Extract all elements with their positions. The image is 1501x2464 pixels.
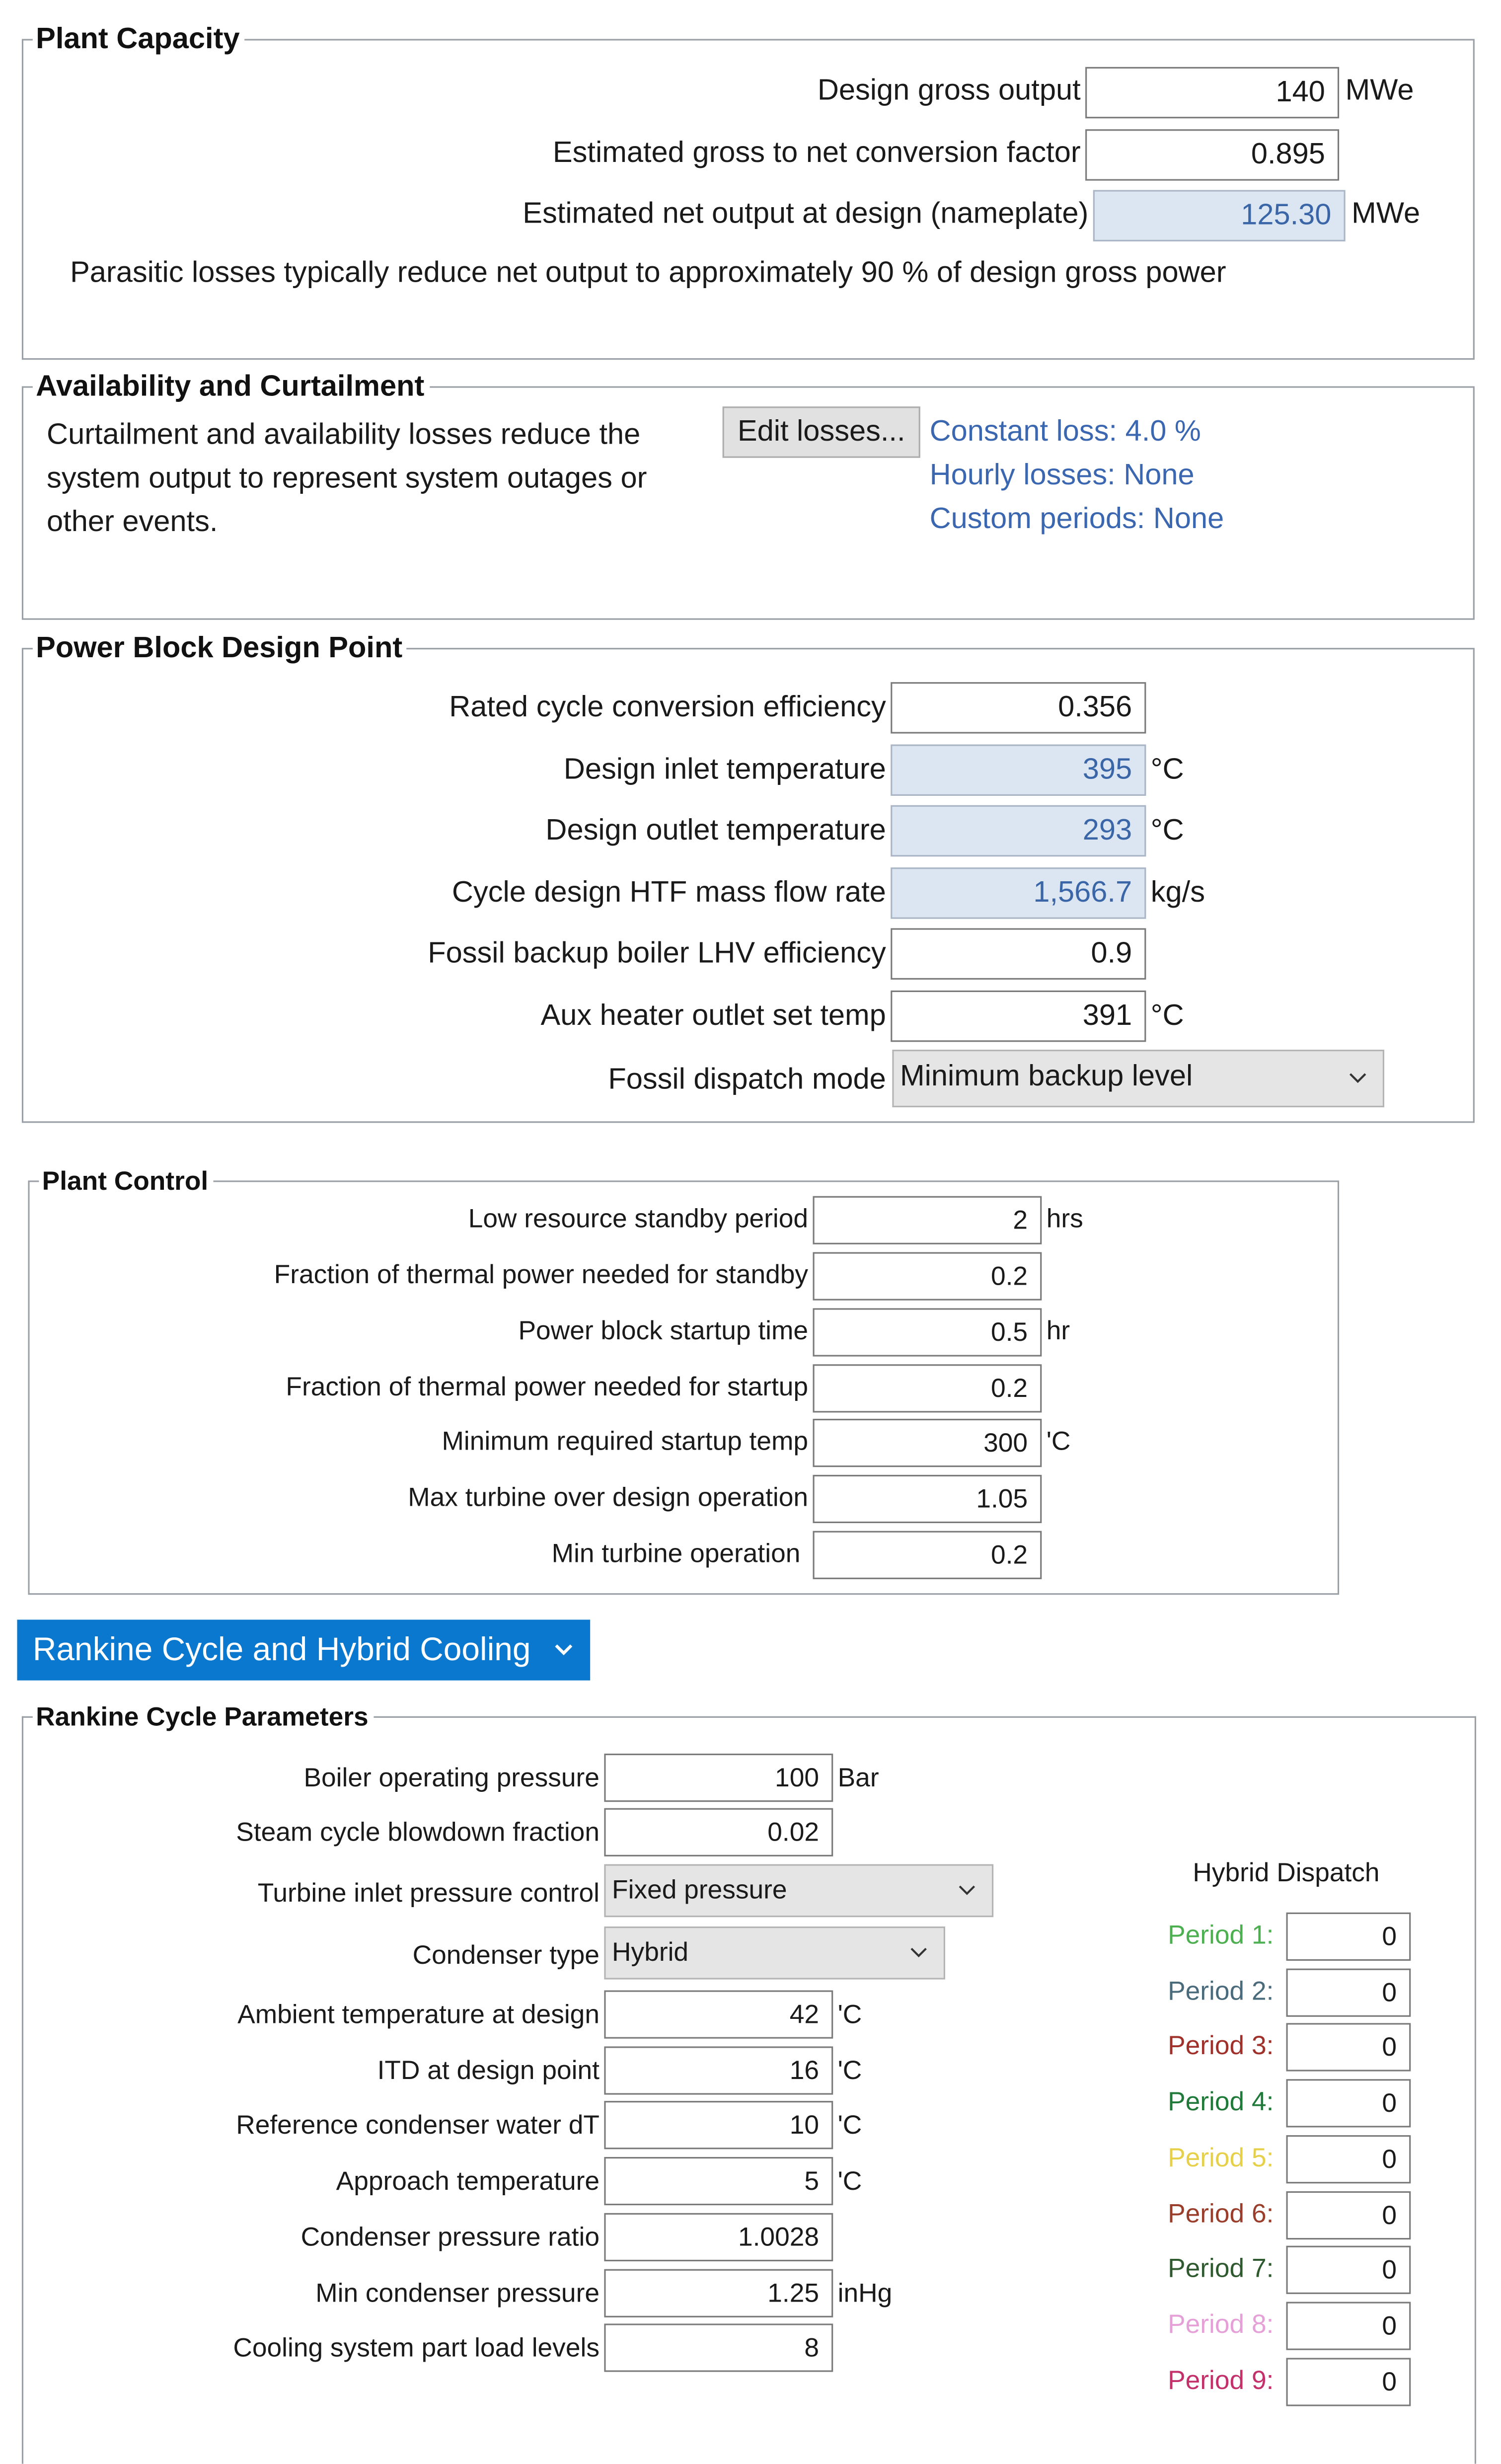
boiler-pressure-label: Boiler operating pressure xyxy=(303,1763,600,1793)
period-6-label: Period 6: xyxy=(1168,2199,1274,2229)
approach-temp-label: Approach temperature xyxy=(336,2166,600,2196)
fossil-efficiency-label: Fossil backup boiler LHV efficiency xyxy=(428,937,886,971)
chevron-down-icon xyxy=(553,1619,575,1680)
chevron-down-icon xyxy=(958,1866,976,1916)
itd-unit: 'C xyxy=(837,2056,862,2085)
period-9-input[interactable]: 0 xyxy=(1286,2358,1411,2406)
outlet-temp-label: Design outlet temperature xyxy=(545,814,886,847)
max-turbine-label: Max turbine over design operation xyxy=(408,1482,809,1513)
chevron-down-icon xyxy=(909,1928,928,1978)
min-condenser-pressure-input[interactable]: 1.25 xyxy=(604,2269,833,2317)
aux-heater-temp-unit: °C xyxy=(1150,1000,1184,1033)
fossil-dispatch-label: Fossil dispatch mode xyxy=(608,1064,886,1097)
period-7-label: Period 7: xyxy=(1168,2253,1274,2283)
ambient-temp-unit: 'C xyxy=(837,2000,862,2029)
aux-heater-temp-label: Aux heater outlet set temp xyxy=(540,1000,886,1033)
hourly-losses-link[interactable]: Hourly losses: None xyxy=(929,459,1195,492)
condenser-dt-unit: 'C xyxy=(837,2110,862,2140)
min-turbine-label: Min turbine operation xyxy=(551,1539,801,1568)
gross-to-net-label: Estimated gross to net conversion factor xyxy=(552,137,1081,170)
rankine-title: Rankine Cycle Parameters xyxy=(33,1702,373,1734)
period-8-label: Period 8: xyxy=(1168,2310,1274,2339)
chevron-down-icon xyxy=(1349,1051,1367,1106)
min-condenser-pressure-unit: inHg xyxy=(837,2278,893,2309)
outlet-temp-unit: °C xyxy=(1150,814,1184,847)
period-3-label: Period 3: xyxy=(1168,2031,1274,2061)
standby-fraction-label: Fraction of thermal power needed for standby xyxy=(274,1260,809,1290)
period-3-input[interactable]: 0 xyxy=(1286,2023,1411,2071)
inlet-temp-value: 395 xyxy=(891,745,1146,796)
rankine-section-toggle[interactable] xyxy=(17,1619,590,1680)
turbine-pressure-control-selected: Fixed pressure xyxy=(612,1875,787,1905)
constant-loss-link[interactable]: Constant loss: 4.0 % xyxy=(929,416,1201,449)
boiler-pressure-unit: Bar xyxy=(837,1763,879,1793)
aux-heater-temp-input[interactable]: 391 xyxy=(891,991,1146,1042)
itd-label: ITD at design point xyxy=(377,2056,600,2085)
startup-fraction-input[interactable]: 0.2 xyxy=(813,1364,1042,1412)
turbine-pressure-control-label: Turbine inlet pressure control xyxy=(257,1878,600,1908)
power-block-title: Power Block Design Point xyxy=(33,632,407,667)
availability-title: Availability and Curtailment xyxy=(33,371,429,405)
htf-mass-flow-unit: kg/s xyxy=(1150,877,1205,910)
standby-period-label: Low resource standby period xyxy=(468,1204,809,1233)
period-1-label: Period 1: xyxy=(1168,1920,1274,1950)
startup-time-unit: hr xyxy=(1046,1316,1070,1346)
startup-time-input[interactable]: 0.5 xyxy=(813,1308,1042,1356)
itd-input[interactable]: 16 xyxy=(604,2046,833,2094)
startup-fraction-label: Fraction of thermal power needed for startup xyxy=(286,1372,809,1402)
blowdown-label: Steam cycle blowdown fraction xyxy=(236,1817,600,1848)
condenser-dt-input[interactable]: 10 xyxy=(604,2101,833,2149)
min-turbine-input[interactable]: 0.2 xyxy=(813,1531,1042,1579)
outlet-temp-value: 293 xyxy=(891,805,1146,856)
startup-time-label: Power block startup time xyxy=(518,1316,809,1346)
net-output-value: 125.30 xyxy=(1093,190,1346,241)
parasitic-losses-note: Parasitic losses typically reduce net output to approximately 90 % of design gross power xyxy=(70,257,1226,290)
approach-temp-unit: 'C xyxy=(837,2166,862,2196)
condenser-type-label: Condenser type xyxy=(412,1940,600,1970)
fossil-efficiency-input[interactable]: 0.9 xyxy=(891,928,1146,979)
fossil-dispatch-selected: Minimum backup level xyxy=(900,1060,1193,1093)
period-5-label: Period 5: xyxy=(1168,2143,1274,2173)
fossil-dispatch-select[interactable] xyxy=(892,1050,1384,1107)
min-condenser-pressure-label: Min condenser pressure xyxy=(315,2278,600,2309)
condenser-type-selected: Hybrid xyxy=(612,1937,689,1967)
period-2-label: Period 2: xyxy=(1168,1976,1274,2006)
htf-mass-flow-value: 1,566.7 xyxy=(891,867,1146,919)
plant-control-title: Plant Control xyxy=(39,1166,213,1198)
availability-description: Curtailment and availability losses reduce the system output to represent system outages or other events. xyxy=(47,419,647,539)
design-gross-output-label: Design gross output xyxy=(817,75,1081,108)
part-load-levels-label: Cooling system part load levels xyxy=(233,2333,600,2363)
period-6-input[interactable]: 0 xyxy=(1286,2191,1411,2239)
inlet-temp-unit: °C xyxy=(1150,754,1184,787)
design-gross-output-unit: MWe xyxy=(1345,75,1414,108)
boiler-pressure-input[interactable]: 100 xyxy=(604,1754,833,1802)
startup-temp-label: Minimum required startup temp xyxy=(442,1426,809,1457)
net-output-label: Estimated net output at design (nameplate) xyxy=(523,198,1089,231)
rated-efficiency-label: Rated cycle conversion efficiency xyxy=(449,691,886,724)
approach-temp-input[interactable]: 5 xyxy=(604,2157,833,2205)
period-7-input[interactable]: 0 xyxy=(1286,2246,1411,2294)
period-1-input[interactable]: 0 xyxy=(1286,1913,1411,1961)
inlet-temp-label: Design inlet temperature xyxy=(563,754,886,787)
period-9-label: Period 9: xyxy=(1168,2366,1274,2395)
standby-period-unit: hrs xyxy=(1046,1204,1083,1233)
design-gross-output-input[interactable]: 140 xyxy=(1085,67,1339,118)
standby-period-input[interactable]: 2 xyxy=(813,1196,1042,1244)
ambient-temp-label: Ambient temperature at design xyxy=(237,2000,600,2029)
startup-temp-input[interactable]: 300 xyxy=(813,1419,1042,1467)
part-load-levels-input[interactable]: 8 xyxy=(604,2323,833,2372)
htf-mass-flow-label: Cycle design HTF mass flow rate xyxy=(451,877,886,910)
condenser-dt-label: Reference condenser water dT xyxy=(236,2110,600,2140)
standby-fraction-input[interactable]: 0.2 xyxy=(813,1252,1042,1301)
edit-losses-button[interactable]: Edit losses... xyxy=(723,406,920,458)
rated-efficiency-input[interactable]: 0.356 xyxy=(891,682,1146,733)
hybrid-dispatch-title: Hybrid Dispatch xyxy=(1193,1858,1380,1888)
condenser-type-select[interactable] xyxy=(604,1926,945,1980)
blowdown-input[interactable]: 0.02 xyxy=(604,1808,833,1856)
ambient-temp-input[interactable]: 42 xyxy=(604,1991,833,2039)
custom-periods-link[interactable]: Custom periods: None xyxy=(929,503,1224,536)
pressure-ratio-input[interactable]: 1.0028 xyxy=(604,2213,833,2261)
period-2-input[interactable]: 0 xyxy=(1286,1969,1411,2017)
rankine-section-label: Rankine Cycle and Hybrid Cooling xyxy=(32,1632,531,1668)
period-5-input[interactable]: 0 xyxy=(1286,2135,1411,2183)
net-output-unit: MWe xyxy=(1351,198,1421,231)
pressure-ratio-label: Condenser pressure ratio xyxy=(300,2222,600,2252)
period-8-input[interactable]: 0 xyxy=(1286,2302,1411,2350)
turbine-pressure-control-select[interactable] xyxy=(604,1864,993,1918)
startup-temp-unit: 'C xyxy=(1046,1426,1071,1457)
period-4-label: Period 4: xyxy=(1168,2086,1274,2117)
plant-capacity-title: Plant Capacity xyxy=(33,23,244,58)
max-turbine-input[interactable]: 1.05 xyxy=(813,1475,1042,1523)
period-4-input[interactable]: 0 xyxy=(1286,2079,1411,2127)
gross-to-net-input[interactable]: 0.895 xyxy=(1085,129,1339,180)
